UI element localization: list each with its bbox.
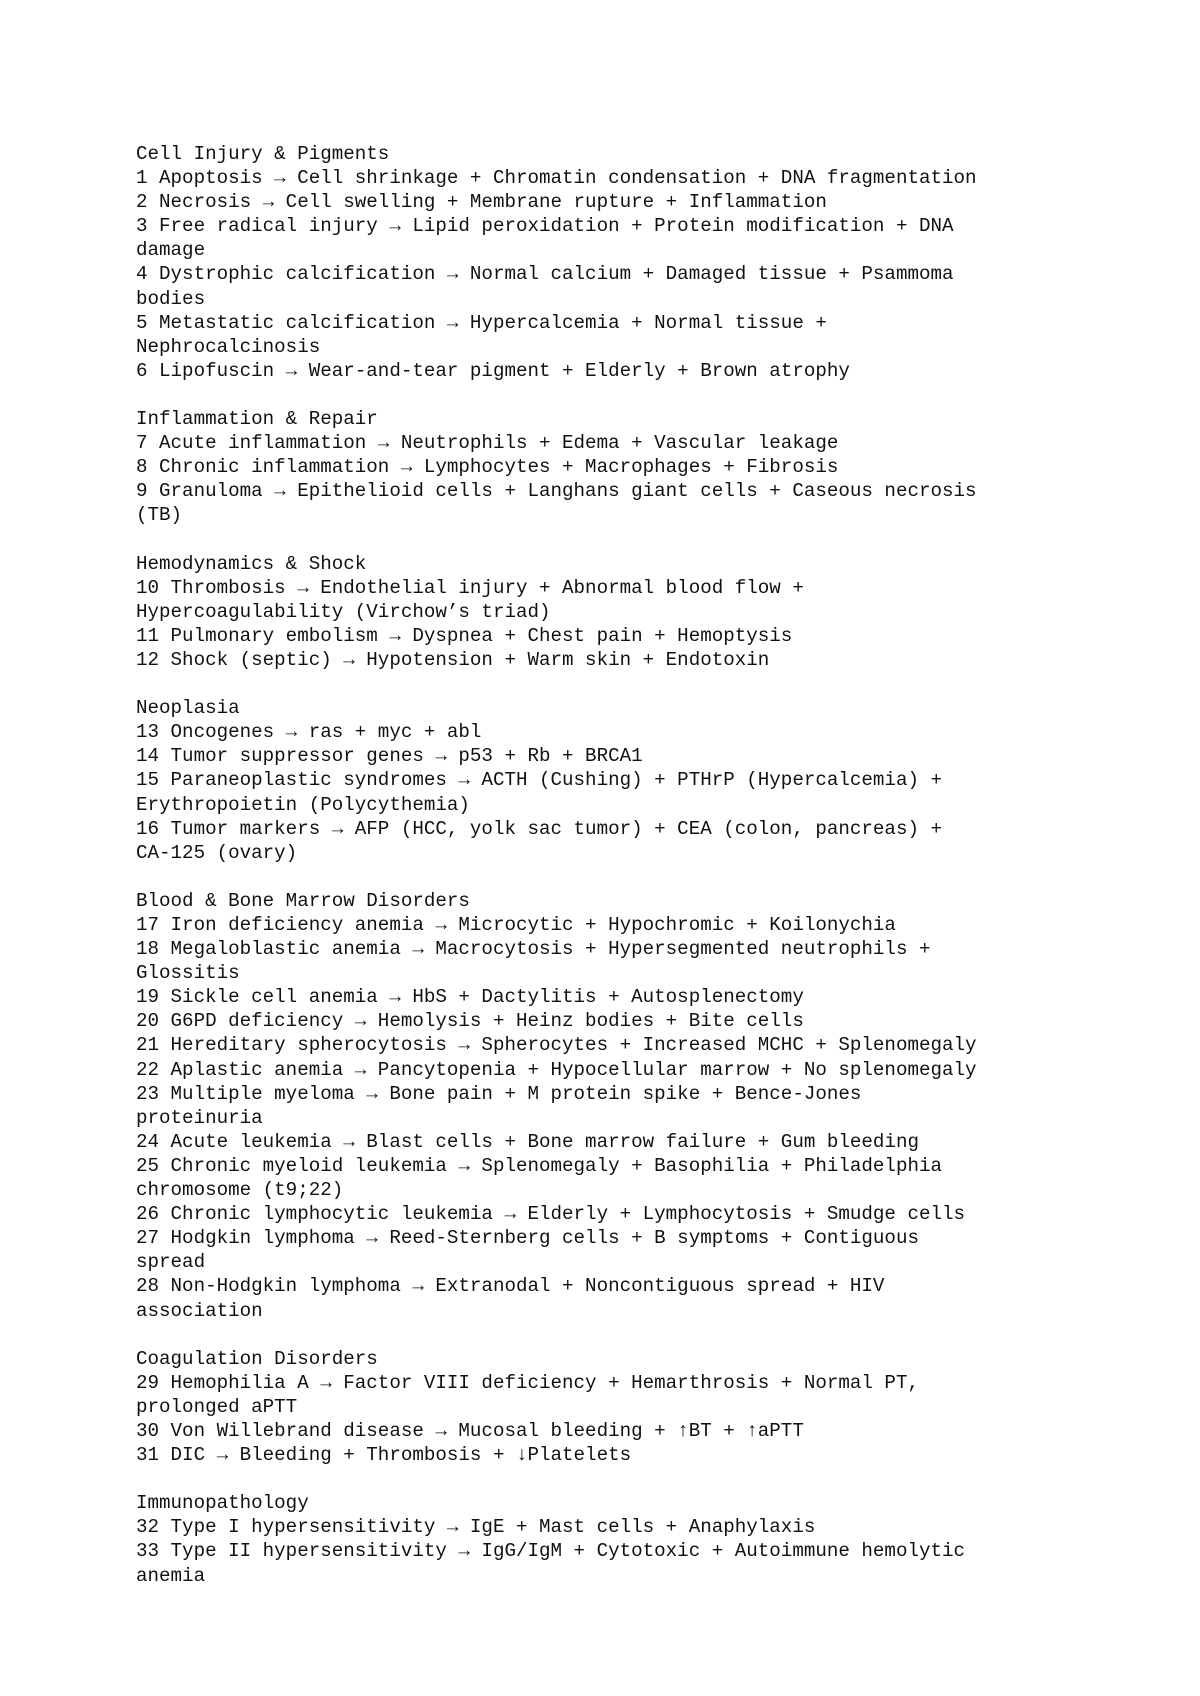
section-heading: Coagulation Disorders <box>136 1347 378 1370</box>
list-item <box>136 1058 1136 1082</box>
list-item <box>136 190 1136 214</box>
section <box>136 889 1136 1323</box>
list-item-line: Hypercoagulability (Virchow’s triad) <box>136 600 551 623</box>
section-heading: Immunopathology <box>136 1492 309 1515</box>
list-item <box>136 1154 1136 1202</box>
list-item-line: 18 Megaloblastic anemia → Macrocytosis + Hypersegmented neutrophils + <box>136 938 931 961</box>
list-item-line: 19 Sickle cell anemia → HbS + Dactylitis + Autosplenectomy <box>136 986 804 1009</box>
section-heading: Cell Injury & Pigments <box>136 143 390 165</box>
list-item-line: Glossitis <box>136 962 240 985</box>
list-item-line: anemia <box>136 1564 206 1587</box>
document-page <box>136 142 1136 1612</box>
section <box>136 552 1136 672</box>
list-item-line: 30 Von Willebrand disease → Mucosal bleeding + ↑BT + ↑aPTT <box>136 1419 804 1442</box>
list-item <box>136 1419 1136 1443</box>
list-item <box>136 1033 1136 1057</box>
section-heading: Neoplasia <box>136 697 240 720</box>
section-heading: Hemodynamics & Shock <box>136 552 367 575</box>
list-item-line: 5 Metastatic calcification → Hypercalcemia + Normal tissue + <box>136 311 827 334</box>
list-item <box>136 359 1136 383</box>
list-item-line: 28 Non-Hodgkin lymphoma → Extranodal + Noncontiguous spread + HIV <box>136 1275 885 1298</box>
section <box>136 1491 1136 1587</box>
list-item-line: 26 Chronic lymphocytic leukemia → Elderly + Lymphocytosis + Smudge cells <box>136 1203 966 1226</box>
list-item <box>136 311 1136 359</box>
list-item-line: chromosome (t9;22) <box>136 1179 344 1202</box>
list-item <box>136 431 1136 455</box>
list-item <box>136 576 1136 624</box>
list-item <box>136 262 1136 310</box>
list-item-line: 20 G6PD deficiency → Hemolysis + Heinz bodies + Bite cells <box>136 1010 804 1033</box>
list-item-line: 9 Granuloma → Epithelioid cells + Langhans giant cells + Caseous necrosis <box>136 480 977 503</box>
list-item-line: bodies <box>136 287 206 310</box>
list-item-line: CA-125 (ovary) <box>136 841 298 864</box>
list-item <box>136 720 1136 744</box>
list-item-line: 2 Necrosis → Cell swelling + Membrane rupture + Inflammation <box>136 191 827 214</box>
list-item-line: 32 Type I hypersensitivity → IgE + Mast cells + Anaphylaxis <box>136 1516 816 1539</box>
list-item <box>136 937 1136 985</box>
list-item <box>136 1443 1136 1467</box>
list-item-line: prolonged aPTT <box>136 1395 298 1418</box>
list-item <box>136 1202 1136 1226</box>
list-item-line: 7 Acute inflammation → Neutrophils + Edema + Vascular leakage <box>136 432 839 455</box>
list-item-line: 31 DIC → Bleeding + Thrombosis + ↓Platelets <box>136 1444 632 1467</box>
section <box>136 407 1136 527</box>
list-item-line: 27 Hodgkin lymphoma → Reed-Sternberg cells + B symptoms + Contiguous <box>136 1227 919 1250</box>
list-item-line: 11 Pulmonary embolism → Dyspnea + Chest pain + Hemoptysis <box>136 624 793 647</box>
list-item-line: Erythropoietin (Polycythemia) <box>136 793 470 816</box>
list-item-line: 4 Dystrophic calcification → Normal calcium + Damaged tissue + Psammoma <box>136 263 954 286</box>
section-heading: Blood & Bone Marrow Disorders <box>136 889 470 912</box>
section <box>136 142 1136 383</box>
list-item-line: 1 Apoptosis → Cell shrinkage + Chromatin condensation + DNA fragmentation <box>136 167 977 190</box>
list-item <box>136 817 1136 865</box>
list-item-line: 15 Paraneoplastic syndromes → ACTH (Cushing) + PTHrP (Hypercalcemia) + <box>136 769 943 792</box>
list-item-line: 21 Hereditary spherocytosis → Spherocytes + Increased MCHC + Splenomegaly <box>136 1034 977 1057</box>
list-item <box>136 1082 1136 1130</box>
section-heading: Inflammation & Repair <box>136 408 378 431</box>
list-item-line: 6 Lipofuscin → Wear-and-tear pigment + Elderly + Brown atrophy <box>136 359 850 382</box>
list-item <box>136 1130 1136 1154</box>
list-item-line: 24 Acute leukemia → Blast cells + Bone marrow failure + Gum bleeding <box>136 1130 919 1153</box>
list-item-line: 22 Aplastic anemia → Pancytopenia + Hypocellular marrow + No splenomegaly <box>136 1058 977 1081</box>
list-item <box>136 985 1136 1009</box>
list-item-line: 25 Chronic myeloid leukemia → Splenomegaly + Basophilia + Philadelphia <box>136 1154 943 1177</box>
list-item-line: (TB) <box>136 504 183 527</box>
list-item-line: proteinuria <box>136 1106 263 1129</box>
list-item <box>136 768 1136 816</box>
list-item-line: 3 Free radical injury → Lipid peroxidation + Protein modification + DNA <box>136 215 954 238</box>
list-item-line: 23 Multiple myeloma → Bone pain + M protein spike + Bence-Jones <box>136 1082 862 1105</box>
list-item-line: 29 Hemophilia A → Factor VIII deficiency + Hemarthrosis + Normal PT, <box>136 1371 919 1394</box>
list-item-line: 17 Iron deficiency anemia → Microcytic + Hypochromic + Koilonychia <box>136 914 896 936</box>
list-item-line: 33 Type II hypersensitivity → IgG/IgM + Cytotoxic + Autoimmune hemolytic <box>136 1540 966 1563</box>
list-item <box>136 1515 1136 1539</box>
list-item-line: 13 Oncogenes → ras + myc + abl <box>136 721 482 744</box>
list-item <box>136 1274 1136 1322</box>
list-item <box>136 744 1136 768</box>
section <box>136 1347 1136 1467</box>
list-item-line: 8 Chronic inflammation → Lymphocytes + Macrophages + Fibrosis <box>136 456 839 479</box>
list-item <box>136 214 1136 262</box>
list-item <box>136 455 1136 479</box>
list-item-line: spread <box>136 1251 206 1274</box>
list-item-line: damage <box>136 239 206 262</box>
list-item <box>136 1539 1136 1587</box>
list-item-line: Nephrocalcinosis <box>136 335 321 358</box>
list-item-line: 12 Shock (septic) → Hypotension + Warm skin + Endotoxin <box>136 648 770 671</box>
list-item <box>136 166 1136 190</box>
list-item-line: 16 Tumor markers → AFP (HCC, yolk sac tumor) + CEA (colon, pancreas) + <box>136 817 943 840</box>
list-item <box>136 1009 1136 1033</box>
list-item <box>136 913 1136 937</box>
list-item-line: 10 Thrombosis → Endothelial injury + Abnormal blood flow + <box>136 576 804 599</box>
list-item <box>136 624 1136 648</box>
list-item <box>136 1371 1136 1419</box>
list-item-line: 14 Tumor suppressor genes → p53 + Rb + BRCA1 <box>136 745 643 768</box>
section <box>136 696 1136 865</box>
list-item-line: association <box>136 1299 263 1322</box>
list-item <box>136 648 1136 672</box>
list-item <box>136 479 1136 527</box>
list-item <box>136 1226 1136 1274</box>
